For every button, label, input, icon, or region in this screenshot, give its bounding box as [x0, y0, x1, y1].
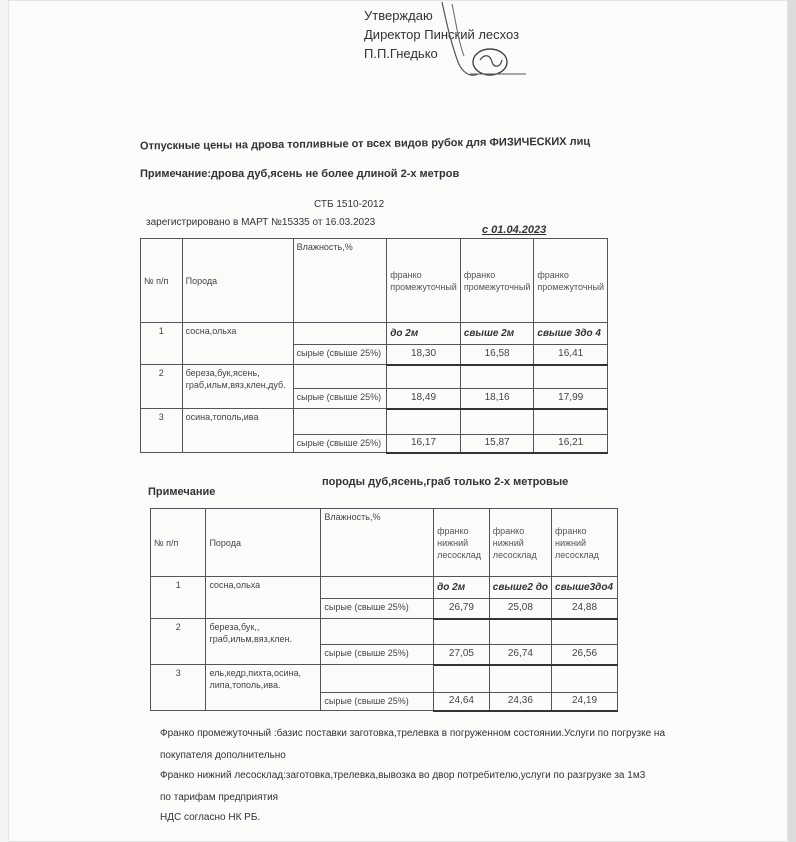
- approval-line-2: Директор Пинский лесхоз: [364, 27, 520, 42]
- price-table-lower-depot: [150, 508, 618, 712]
- note-2-label: Примечание: [148, 486, 216, 498]
- approval-line-1: Утверждаю: [364, 8, 433, 23]
- t2-row-3-price-2: 24,36: [489, 693, 551, 711]
- row-1-num: 1: [141, 323, 183, 365]
- t2-row-2-price-3: 26,56: [552, 645, 618, 665]
- row-3-num: 3: [141, 409, 183, 453]
- t2-row-3-species: ель,кедр,пихта,осина, липа,тополь,ива.: [206, 665, 321, 711]
- t2-row-1-price-3: 24,88: [552, 599, 618, 619]
- t2-row-3-moisture: сырые (свыше 25%): [321, 693, 434, 711]
- row-3-empty-1: [387, 409, 461, 435]
- length-3: свыше 3до 4: [534, 323, 608, 345]
- t2-length-3: свыше3до4: [552, 577, 618, 599]
- t2-row-3-price-3: 24,19: [552, 693, 618, 711]
- footer-line-4: по тарифам предприятия: [160, 792, 279, 803]
- t2-row-3-moisture-empty: [321, 665, 434, 693]
- footer-line-2: покупателя дополнительно: [160, 750, 286, 761]
- row-2-species: береза,бук,ясень, граб,ильм,вяз,клен,дуб.: [182, 365, 293, 409]
- length-2: свыше 2м: [460, 323, 534, 345]
- note-1: Примечание:дрова дуб,ясень не более длиной 2-х метров: [140, 168, 460, 180]
- t2-row-3-empty-2: [489, 665, 551, 693]
- header-species: Порода: [182, 239, 293, 323]
- footer-line-5: НДС согласно НК РБ.: [160, 812, 261, 823]
- t2-row-2-empty-1: [434, 619, 490, 645]
- header2-species: Порода: [206, 509, 321, 577]
- header2-col-1: франко нижний лесосклад: [434, 509, 490, 577]
- row-1-moisture: сырые (свыше 25%): [293, 345, 387, 365]
- t2-length-1: до 2м: [434, 577, 490, 599]
- t2-row-2-num: 2: [151, 619, 206, 665]
- footer-line-1: Франко промежуточный :базис поставки заготовка,трелевка в погруженном состоянии.Услуги по погрузке на: [160, 728, 666, 739]
- t2-row-1-moisture-empty: [321, 577, 434, 599]
- t2-row-2-empty-3: [552, 619, 618, 645]
- header2-moisture: Влажность,%: [321, 509, 434, 577]
- price-table-intermediate: [140, 238, 608, 454]
- standard-label: СТБ 1510-2012: [314, 199, 385, 210]
- t2-row-1-price-1: 26,79: [434, 599, 490, 619]
- note-2-text: породы дуб,ясень,граб только 2-х метровые: [322, 476, 569, 488]
- t2-length-2: свыше2 до: [489, 577, 551, 599]
- row-2-empty-3: [534, 365, 608, 389]
- t2-row-2-empty-2: [489, 619, 551, 645]
- approval-line-3: П.П.Гнедько: [364, 46, 438, 61]
- row-1-moisture-empty: [293, 323, 387, 345]
- t2-row-3-num: 3: [151, 665, 206, 711]
- t2-row-2-moisture-empty: [321, 619, 434, 645]
- t2-row-3-price-1: 24,64: [434, 693, 490, 711]
- header-col-2: франко промежуточный: [460, 239, 534, 323]
- t2-row-2-price-2: 26,74: [489, 645, 551, 665]
- row-2-moisture-empty: [293, 365, 387, 389]
- row-2-empty-2: [460, 365, 534, 389]
- page-edge: [788, 0, 796, 842]
- header2-col-3: франко нижний лесосклад: [552, 509, 618, 577]
- t2-row-3-empty-1: [434, 665, 490, 693]
- row-2-empty-1: [387, 365, 461, 389]
- row-3-price-1: 16,17: [387, 435, 461, 453]
- row-1-species: сосна,ольха: [182, 323, 293, 365]
- effective-date: с 01.04.2023: [482, 224, 547, 236]
- t2-row-1-num: 1: [151, 577, 206, 619]
- t2-row-2-moisture: сырые (свыше 25%): [321, 645, 434, 665]
- row-3-species: осина,тополь,ива: [182, 409, 293, 453]
- header-num: № п/п: [141, 239, 183, 323]
- row-2-price-1: 18,49: [387, 389, 461, 409]
- row-3-moisture: сырые (свыше 25%): [293, 435, 387, 453]
- signature-stamp-icon: [430, 0, 530, 90]
- length-1: до 2м: [387, 323, 461, 345]
- t2-row-1-species: сосна,ольха: [206, 577, 321, 619]
- row-1-price-3: 16,41: [534, 345, 608, 365]
- row-3-empty-2: [460, 409, 534, 435]
- row-2-moisture: сырые (свыше 25%): [293, 389, 387, 409]
- t2-row-1-moisture: сырые (свыше 25%): [321, 599, 434, 619]
- header-col-1: франко промежуточный: [387, 239, 461, 323]
- row-3-price-2: 15,87: [460, 435, 534, 453]
- t2-row-1-price-2: 25,08: [489, 599, 551, 619]
- row-3-price-3: 16,21: [534, 435, 608, 453]
- row-2-num: 2: [141, 365, 183, 409]
- t2-row-3-empty-3: [552, 665, 618, 693]
- row-3-empty-3: [534, 409, 608, 435]
- header2-num: № п/п: [151, 509, 206, 577]
- t2-row-2-species: береза,бук,, граб,ильм,вяз,клен.: [206, 619, 321, 665]
- row-3-moisture-empty: [293, 409, 387, 435]
- page-title: Отпускные цены на дрова топливные от всех видов рубок для ФИЗИЧЕСКИХ лиц: [139, 135, 591, 153]
- registration-label: зарегистрировано в МАРТ №15335 от 16.03.2023: [146, 217, 376, 228]
- row-2-price-2: 18,16: [460, 389, 534, 409]
- header2-col-2: франко нижний лесосклад: [489, 509, 551, 577]
- row-2-price-3: 17,99: [534, 389, 608, 409]
- row-1-price-1: 18,30: [387, 345, 461, 365]
- header-col-3: франко промежуточный: [534, 239, 608, 323]
- footer-line-3: Франко нижний лесосклад:заготовка,трелевка,вывозка во двор потребителю,услуги по разгрузке за 1м3: [160, 770, 646, 781]
- row-1-price-2: 16,58: [460, 345, 534, 365]
- t2-row-2-price-1: 27,05: [434, 645, 490, 665]
- header-moisture: Влажность,%: [293, 239, 387, 323]
